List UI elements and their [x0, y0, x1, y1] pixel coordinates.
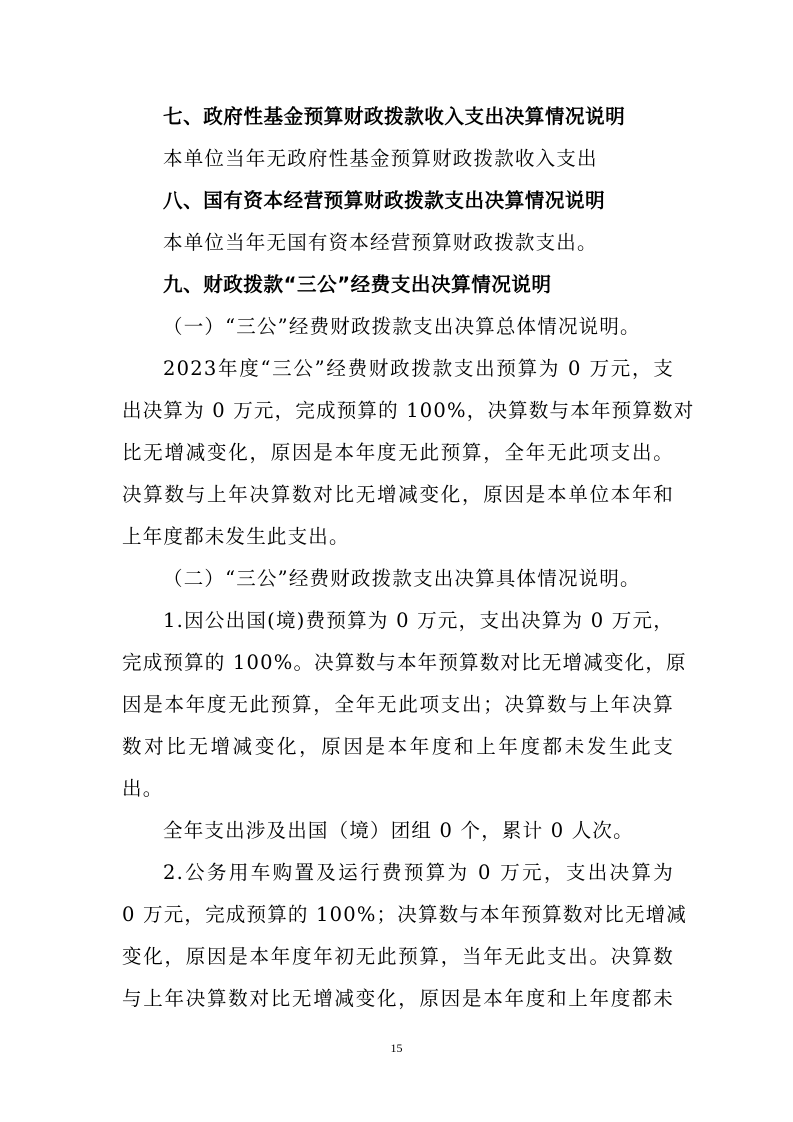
paragraph-line: 变化，原因是本年度年初无此预算，当年无此支出。决算数: [122, 945, 674, 968]
paragraph-line: 2.公务用车购置及运行费预算为 0 万元，支出决算为: [163, 861, 674, 884]
paragraph-line: 完成预算的 100%。决算数与本年预算数对比无增减变化，原: [122, 651, 687, 674]
paragraph-line: 全年支出涉及出国（境）团组 0 个，累计 0 人次。: [163, 819, 634, 842]
paragraph-line: 出决算为 0 万元，完成预算的 100%，决算数与本年预算数对: [122, 399, 695, 422]
heading-section-7: 七、政府性基金预算财政拨款收入支出决算情况说明: [163, 105, 626, 128]
paragraph-line: 本单位当年无国有资本经营预算财政拨款支出。: [163, 231, 598, 254]
page-number: 15: [390, 1041, 403, 1055]
heading-section-9: 九、财政拨款“三公”经费支出决算情况说明: [163, 273, 552, 296]
heading-section-8: 八、国有资本经营预算财政拨款支出决算情况说明: [163, 189, 606, 212]
paragraph-line: 数对比无增减变化，原因是本年度和上年度都未发生此支: [122, 735, 674, 758]
paragraph-line: 出。: [122, 777, 164, 800]
paragraph-line: 决算数与上年决算数对比无增减变化，原因是本单位本年和: [122, 483, 674, 506]
paragraph-line: 上年度都未发生此支出。: [122, 525, 350, 548]
paragraph-line: 本单位当年无政府性基金预算财政拨款收入支出: [163, 147, 598, 170]
paragraph-line: 0 万元，完成预算的 100%；决算数与本年预算数对比无增减: [122, 903, 688, 926]
paragraph-line: 因是本年度无此预算，全年无此项支出；决算数与上年决算: [122, 693, 674, 716]
subheading-line: （一）“三公”经费财政拨款支出决算总体情况说明。: [163, 315, 641, 338]
subheading-line: （二）“三公”经费财政拨款支出决算具体情况说明。: [163, 567, 641, 590]
paragraph-line: 比无增减变化，原因是本年度无此预算，全年无此项支出。: [122, 441, 674, 464]
paragraph-line: 与上年决算数对比无增减变化，原因是本年度和上年度都未: [122, 987, 674, 1010]
paragraph-line: 1.因公出国(境)费预算为 0 万元，支出决算为 0 万元，: [163, 609, 674, 632]
paragraph-line: 2023年度“三公”经费财政拨款支出预算为 0 万元，支: [163, 357, 674, 380]
